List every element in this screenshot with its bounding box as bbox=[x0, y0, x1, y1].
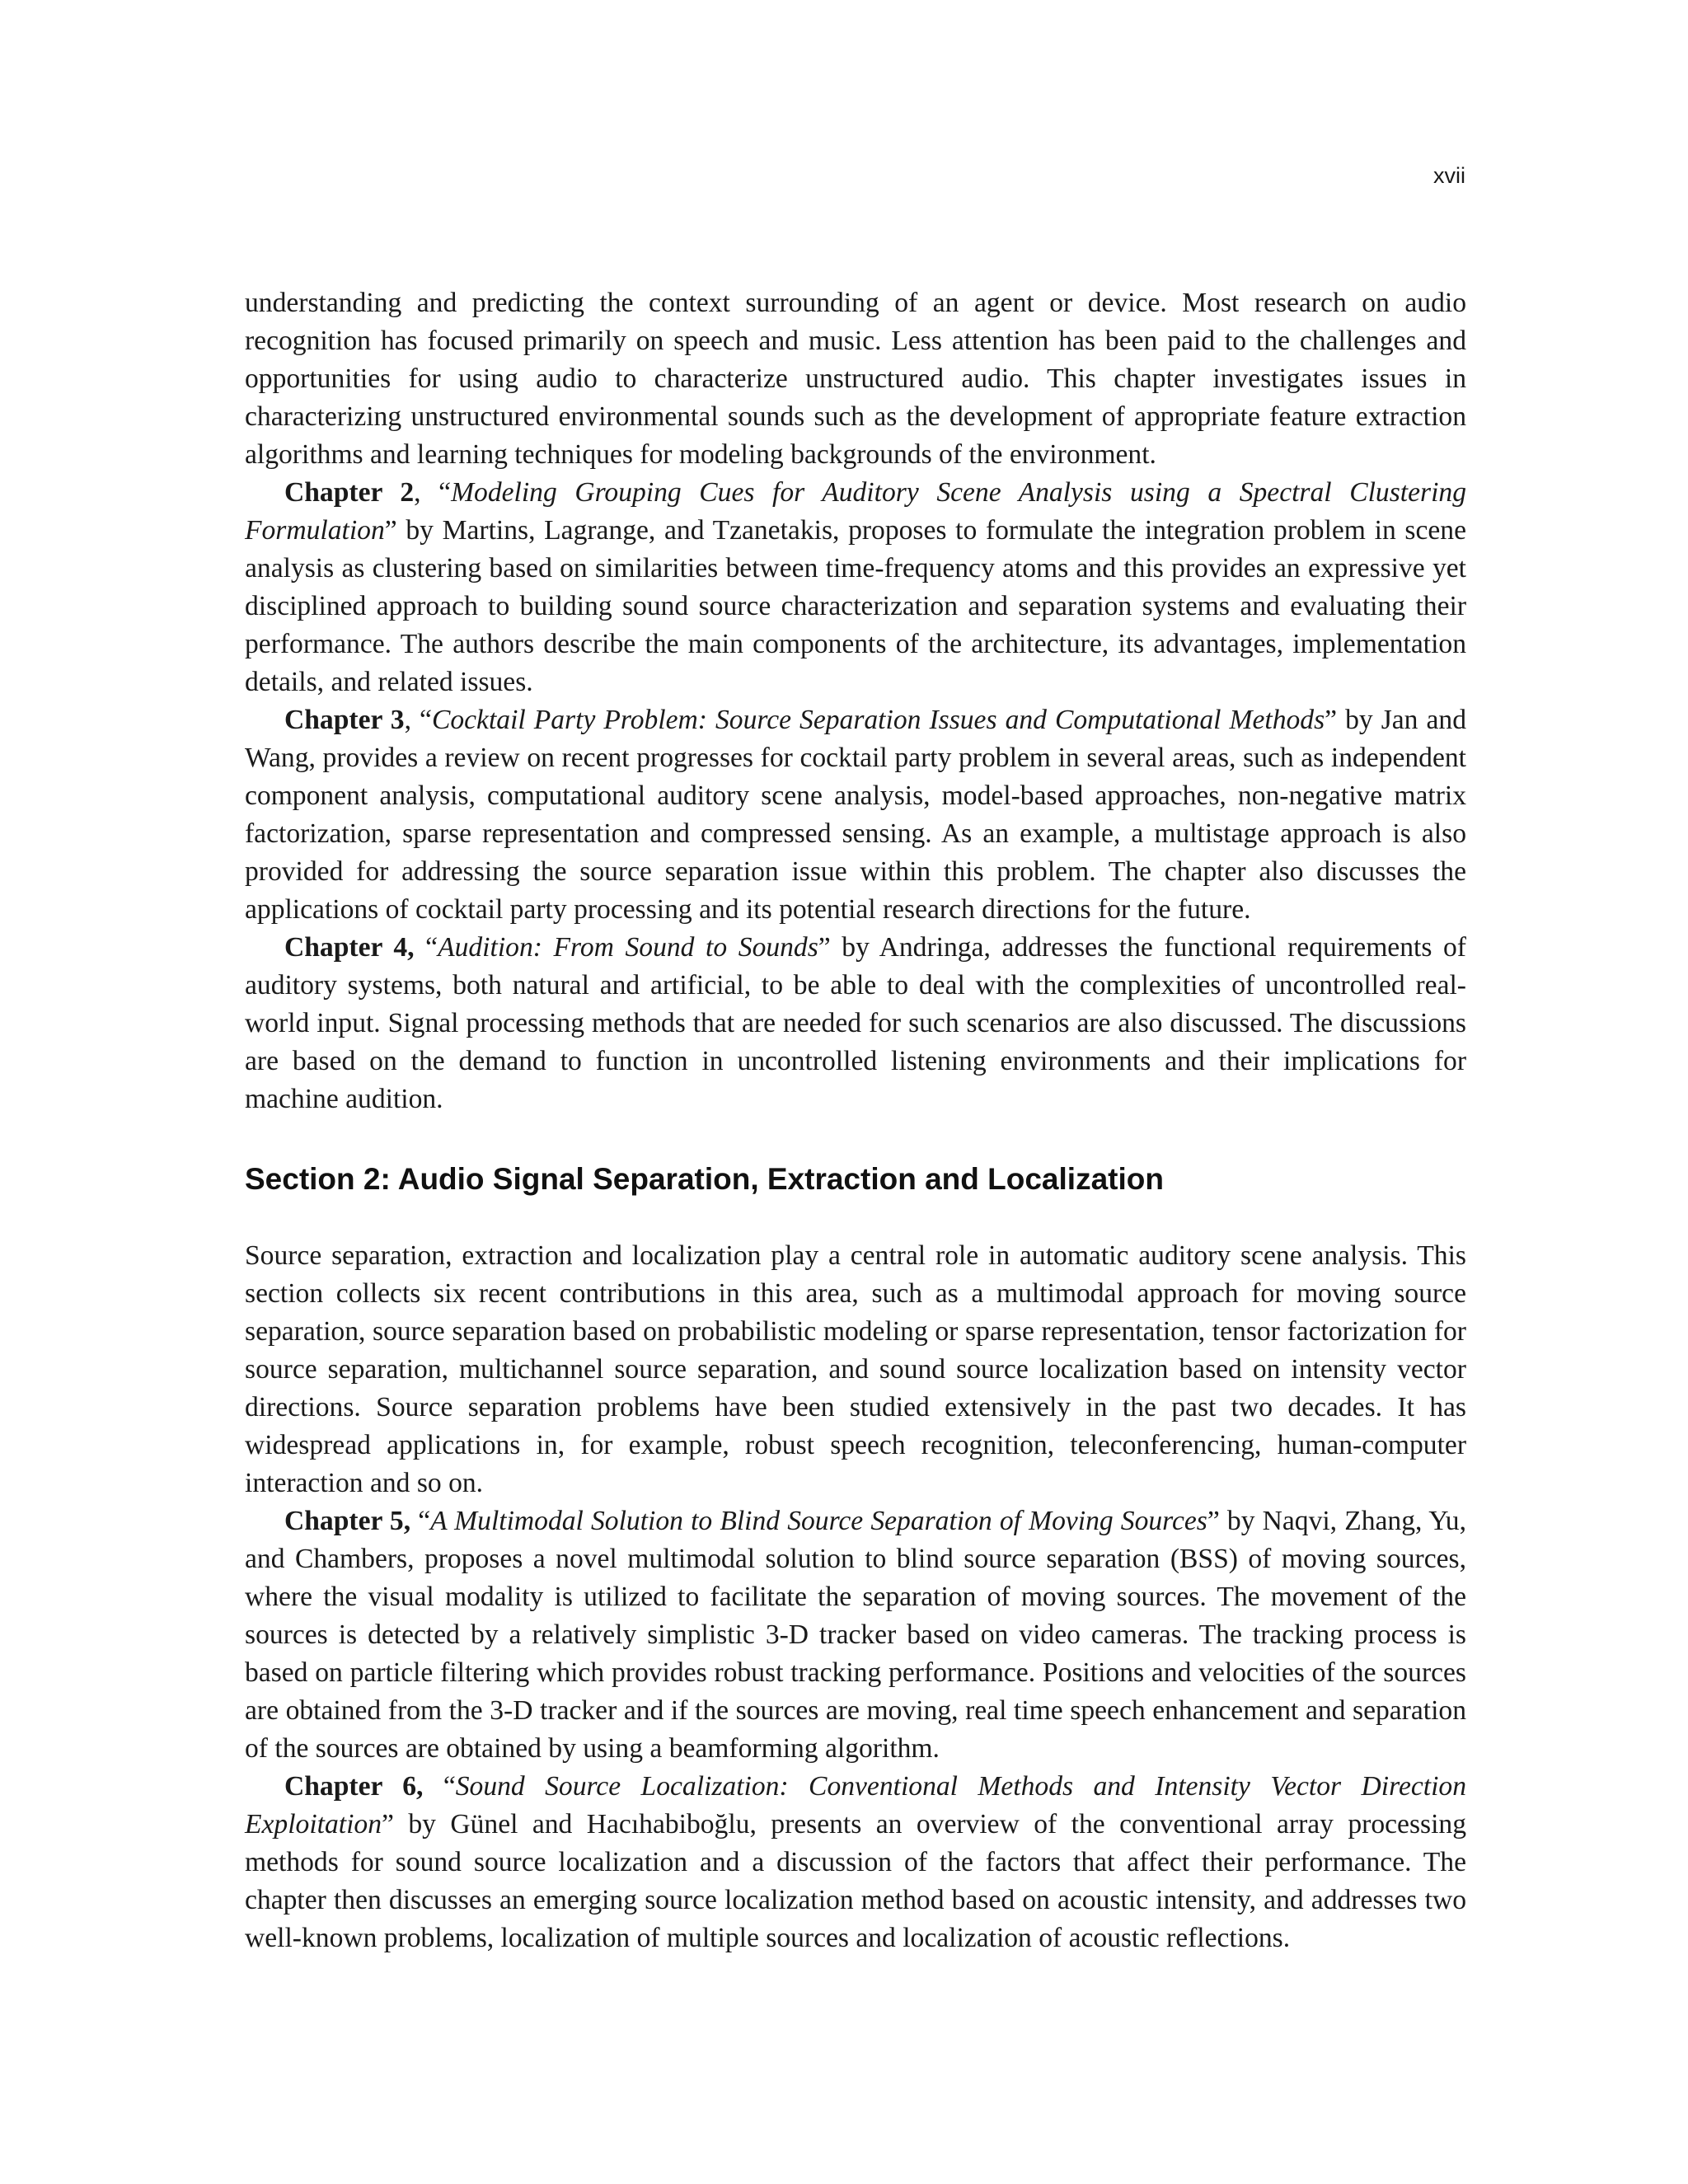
section-2-intro-paragraph: Source separation, extraction and localization play a central role in automatic auditory scene analysis. This section collects six recent contributions in this area, such as a multimodal approach for moving source separation, source separation based on probabilistic modeling or sparse representation, tensor factorization for source separation, multichannel source separation, and sound source localization based on intensity vector directions. Source separation problems have been studied extensively in the past two decades. It has widespread applications in, for example, robust speech recognition, teleconferencing, human-computer interaction and so on. bbox=[245, 1240, 1466, 1498]
chapter-2-title: Modeling Grouping Cues for Auditory Scene Analysis using a Spectral Clustering Formulation bbox=[245, 477, 1466, 546]
chapter-6-sep: “ bbox=[423, 1771, 456, 1802]
chapter-6-paragraph bbox=[245, 1768, 1466, 1957]
chapter-5-title: A Multimodal Solution to Blind Source Separation of Moving Sources bbox=[430, 1506, 1207, 1536]
chapter-5-text: ” by Naqvi, Zhang, Yu, and Chambers, proposes a novel multimodal solution to blind source separation (BSS) of moving sources, where the visual modality is utilized to facilitate the separation of moving sources. The movement of the sources is detected by a relatively simplistic 3-D tracker based on video cameras. The tracking process is based on particle filtering which provides robust tracking performance. Positions and velocities of the sources are obtained from the 3-D tracker and if the sources are moving, real time speech enhancement and separation of the sources are obtained by using a beamforming algorithm. bbox=[245, 1506, 1466, 1764]
chapter-6-text: ” by Günel and Hacıhabiboğlu, presents an overview of the conventional array processing methods for sound source localization and a discussion of the factors that affect their performance. The chapter then discusses an emerging source localization method based on acoustic intensity, and addresses two well-known problems, localization of multiple sources and localization of acoustic reflections. bbox=[245, 1809, 1466, 1953]
page-number: xvii bbox=[1433, 163, 1465, 188]
chapter-4-label: Chapter 4, bbox=[284, 932, 415, 963]
chapter-5-sep: “ bbox=[410, 1506, 431, 1536]
chapter-3-title: Cocktail Party Problem: Source Separation Issues and Computational Methods bbox=[431, 705, 1325, 735]
chapter-5-label: Chapter 5, bbox=[284, 1506, 411, 1536]
intro-continuation-paragraph: understanding and predicting the context surrounding of an agent or device. Most research on audio recognition has focused primarily on speech and music. Less attention has been paid to the challenges and opportunities for using audio to characterize unstructured audio. This chapter investigates issues in characterizing unstructured environmental sounds such as the development of appropriate feature extraction algorithms and learning techniques for modeling backgrounds of the environment. bbox=[245, 288, 1466, 470]
chapter-5-paragraph bbox=[245, 1502, 1466, 1768]
chapter-4-paragraph bbox=[245, 929, 1466, 1118]
chapter-4-title: Audition: From Sound to Sounds bbox=[438, 932, 818, 963]
chapter-3-text: ” by Jan and Wang, provides a review on recent progresses for cocktail party problem in several areas, such as independent component analysis, computational auditory scene analysis, model-based approaches, non-negative matrix factorization, sparse representation and compressed sensing. As an example, a multistage approach is also provided for addressing the source separation issue within this problem. The chapter also discusses the applications of cocktail party processing and its potential research directions for the future. bbox=[245, 705, 1466, 925]
chapter-2-sep: , “ bbox=[414, 477, 452, 508]
chapter-2-label: Chapter 2 bbox=[284, 477, 415, 508]
chapter-3-paragraph bbox=[245, 701, 1466, 929]
chapter-6-title: Sound Source Localization: Conventional Methods and Intensity Vector Direction Exploitation bbox=[245, 1771, 1466, 1840]
chapter-2-text: ” by Martins, Lagrange, and Tzanetakis, proposes to formulate the integration problem in scene analysis as clustering based on similarities between time-frequency atoms and this provides an expressive yet disciplined approach to building sound source characterization and separation systems and evaluating their performance. The authors describe the main components of the architecture, its advantages, implementation details, and related issues. bbox=[245, 515, 1466, 697]
chapter-6-label: Chapter 6, bbox=[284, 1771, 424, 1802]
section-2-heading: Section 2: Audio Signal Separation, Extraction and Localization bbox=[245, 1162, 1164, 1196]
chapter-2-paragraph bbox=[245, 474, 1466, 701]
chapter-3-sep: , “ bbox=[404, 705, 432, 735]
chapter-4-text: ” by Andringa, addresses the functional requirements of auditory systems, both natural and artificial, to be able to deal with the complexities of uncontrolled real-world input. Signal processing methods that are needed for such scenarios are also discussed. The discussions are based on the demand to function in uncontrolled listening environments and their implications for machine audition. bbox=[245, 932, 1466, 1114]
chapter-3-label: Chapter 3 bbox=[284, 705, 405, 735]
body-text bbox=[245, 284, 1466, 1957]
chapter-4-sep: “ bbox=[414, 932, 438, 963]
